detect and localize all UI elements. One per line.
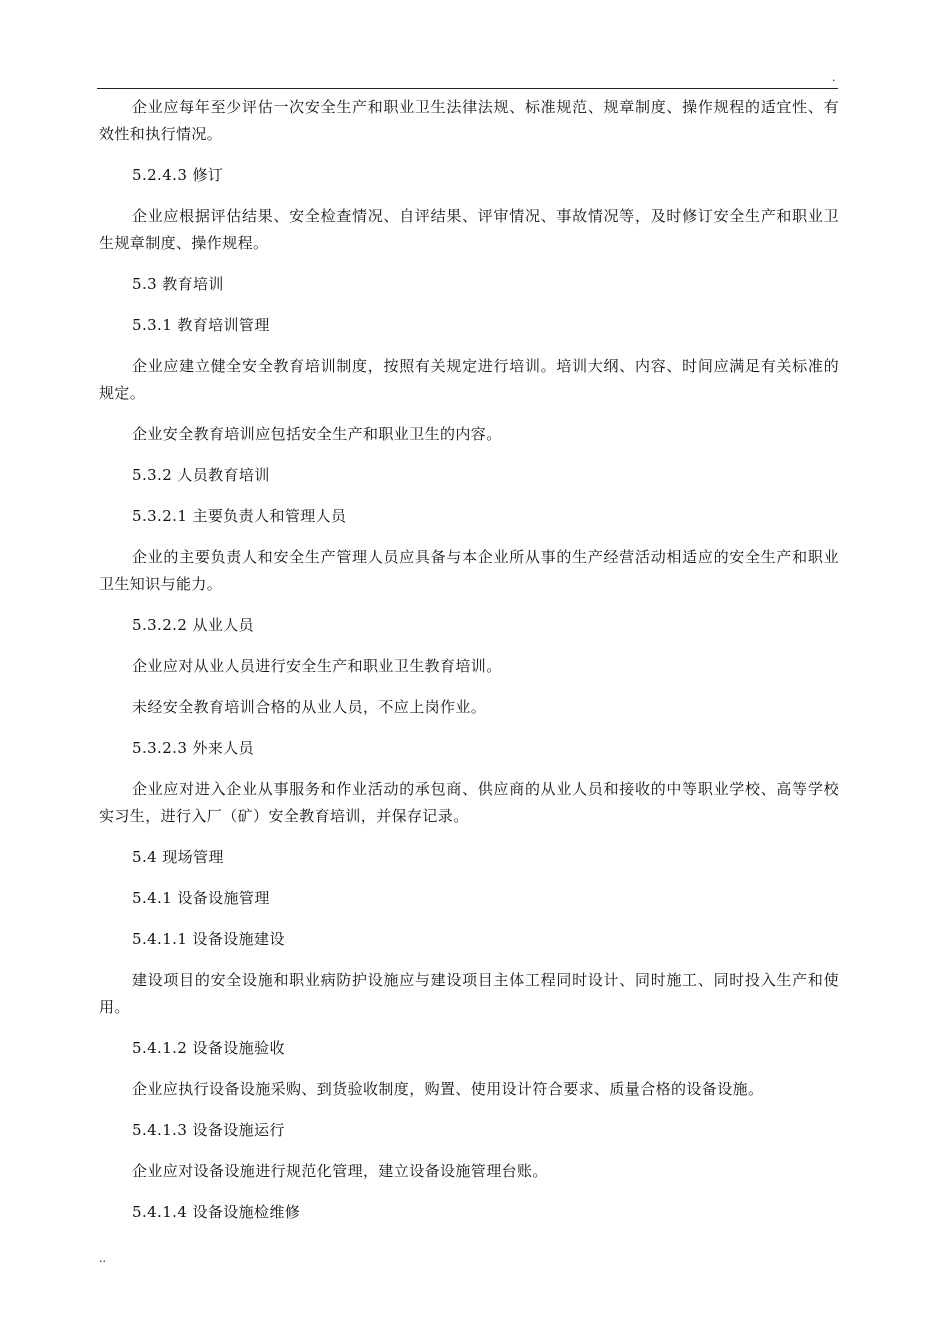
document-body (99, 94, 839, 1240)
section-heading: 5.4.1 设备设施管理 (132, 889, 270, 907)
section-heading: 5.4.1.1 设备设施建设 (132, 930, 285, 948)
paragraph: 企业应对从业人员进行安全生产和职业卫生教育培训。 (132, 657, 502, 675)
paragraph: 企业应执行设备设施采购、到货验收制度，购置、使用设计符合要求、质量合格的设备设施。 (132, 1080, 764, 1098)
paragraph: 企业应每年至少评估一次安全生产和职业卫生法律法规、标准规范、规章制度、操作规程的适宜性、有效性和执行情况。 (99, 98, 839, 143)
footer-mark: .. (99, 1252, 106, 1265)
section-heading: 5.4.1.3 设备设施运行 (132, 1121, 285, 1139)
paragraph: 企业应对设备设施进行规范化管理，建立设备设施管理台账。 (132, 1162, 548, 1180)
section-heading: 5.3.2 人员教育培训 (132, 466, 270, 484)
header-mark: . (832, 71, 836, 84)
paragraph: 企业安全教育培训应包括安全生产和职业卫生的内容。 (132, 425, 502, 443)
paragraph: 企业应建立健全安全教育培训制度，按照有关规定进行培训。培训大纲、内容、时间应满足有关标准的规定。 (99, 357, 839, 402)
paragraph: 企业应根据评估结果、安全检查情况、自评结果、评审情况、事故情况等，及时修订安全生产和职业卫生规章制度、操作规程。 (99, 207, 839, 252)
section-heading: 5.3.2.1 主要负责人和管理人员 (132, 507, 347, 525)
paragraph: 企业的主要负责人和安全生产管理人员应具备与本企业所从事的生产经营活动相适应的安全生产和职业卫生知识与能力。 (99, 548, 839, 593)
header-rule (97, 88, 838, 89)
section-heading: 5.3.1 教育培训管理 (132, 316, 270, 334)
paragraph: 企业应对进入企业从事服务和作业活动的承包商、供应商的从业人员和接收的中等职业学校、高等学校实习生，进行入厂（矿）安全教育培训，并保存记录。 (99, 780, 839, 825)
section-heading: 5.4.1.4 设备设施检维修 (132, 1203, 301, 1221)
section-heading: 5.2.4.3 修订 (132, 166, 224, 184)
paragraph: 建设项目的安全设施和职业病防护设施应与建设项目主体工程同时设计、同时施工、同时投入生产和使用。 (99, 971, 839, 1016)
paragraph: 未经安全教育培训合格的从业人员，不应上岗作业。 (132, 698, 487, 716)
section-heading: 5.3.2.3 外来人员 (132, 739, 255, 757)
section-heading: 5.4 现场管理 (132, 848, 224, 866)
section-heading: 5.3.2.2 从业人员 (132, 616, 255, 634)
section-heading: 5.4.1.2 设备设施验收 (132, 1039, 285, 1057)
section-heading: 5.3 教育培训 (132, 275, 224, 293)
